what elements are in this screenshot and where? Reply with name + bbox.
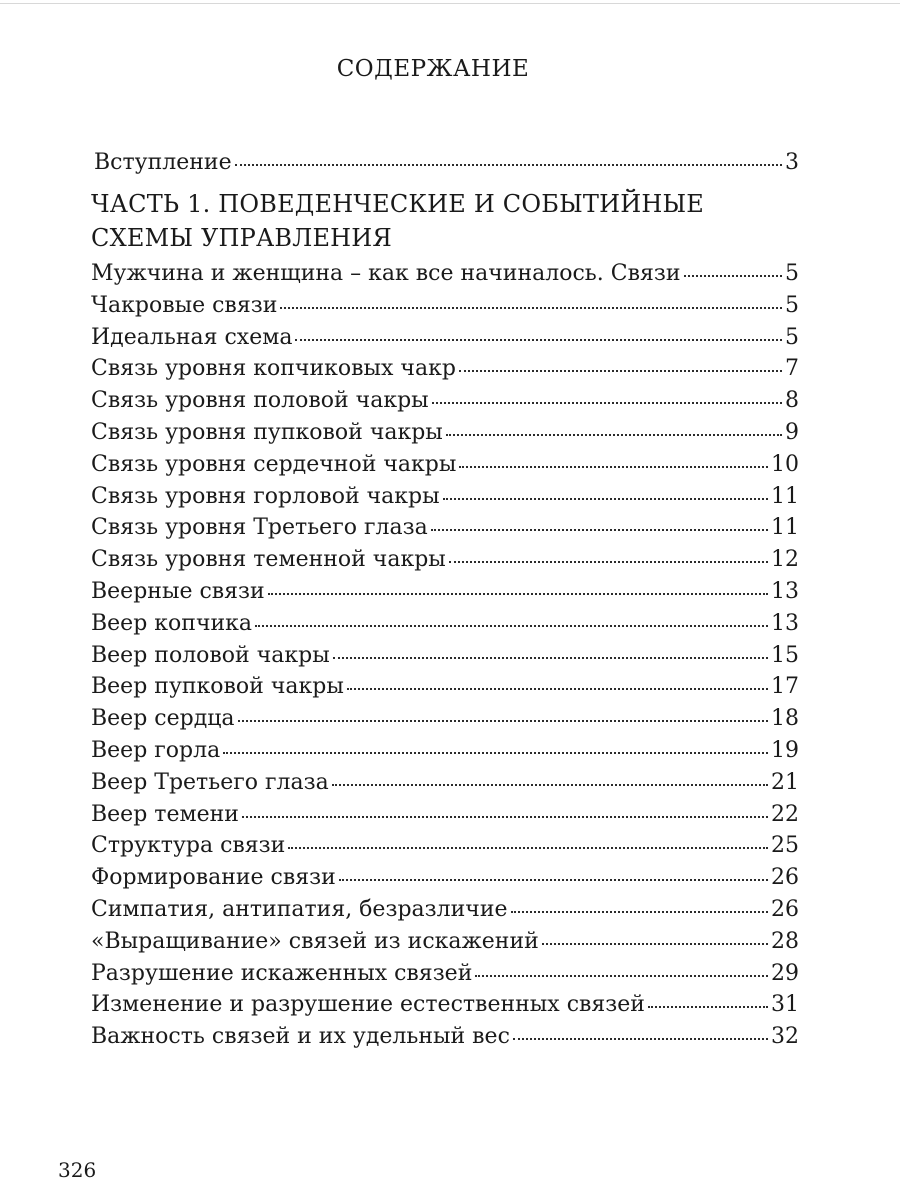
toc-entry[interactable] xyxy=(91,325,799,357)
dot-leader xyxy=(347,688,768,690)
toc-entry-page: 18 xyxy=(771,706,799,732)
dot-leader xyxy=(333,657,768,659)
toc-entry-page: 7 xyxy=(785,356,799,382)
toc-entry[interactable] xyxy=(91,833,799,865)
dot-leader xyxy=(475,975,768,977)
toc-entry-page: 21 xyxy=(771,769,799,795)
toc-entry[interactable] xyxy=(91,484,799,516)
toc-entry-label: Идеальная схема xyxy=(91,324,293,350)
dot-leader xyxy=(459,370,782,372)
toc-entry-label: Связь уровня теменной чакры xyxy=(91,547,446,573)
toc-entry-label: Разрушение искаженных связей xyxy=(91,960,473,986)
toc-entry-label: Веер пупковой чакры xyxy=(91,674,344,700)
toc-entries xyxy=(91,261,799,1056)
toc-entry[interactable] xyxy=(91,420,799,452)
toc-entry-label: Чакровые связи xyxy=(91,292,278,318)
toc-entry-label: Веерные связи xyxy=(91,578,265,604)
toc-entry-page: 13 xyxy=(771,578,799,604)
toc-entry-page: 17 xyxy=(771,674,799,700)
toc-entry-page: 5 xyxy=(785,261,799,286)
toc-entry-page: 22 xyxy=(771,801,799,827)
page-title: СОДЕРЖАНИЕ xyxy=(336,56,530,82)
dot-leader xyxy=(223,752,768,754)
toc-entry-label: Связь уровня Третьего глаза xyxy=(91,515,428,541)
toc-entry[interactable] xyxy=(91,992,799,1024)
dot-leader xyxy=(242,816,768,818)
dot-leader xyxy=(684,275,782,277)
table-of-contents xyxy=(91,150,799,1056)
toc-entry-label: Связь уровня половой чакры xyxy=(91,388,429,414)
toc-entry[interactable] xyxy=(91,611,799,643)
toc-entry[interactable] xyxy=(91,706,799,738)
toc-entry[interactable] xyxy=(91,961,799,993)
dot-leader xyxy=(238,720,768,722)
toc-entry-label: Веер копчика xyxy=(91,610,253,636)
toc-entry[interactable] xyxy=(91,261,799,293)
dot-leader xyxy=(235,164,782,166)
toc-entry[interactable] xyxy=(91,547,799,579)
toc-entry-page: 31 xyxy=(771,992,799,1018)
toc-entry-page: 13 xyxy=(771,610,799,636)
toc-entry-label: Веер Третьего глаза xyxy=(91,769,329,795)
page-number: 326 xyxy=(58,1158,97,1182)
toc-entry-label: Веер половой чакры xyxy=(91,642,330,668)
dot-leader xyxy=(542,943,768,945)
dot-leader xyxy=(332,784,768,786)
toc-entry-label: «Выращивание» связей из искажений xyxy=(91,928,539,954)
dot-leader xyxy=(339,879,768,881)
toc-entry-label: Веер сердца xyxy=(91,706,235,732)
toc-entry-intro[interactable] xyxy=(91,150,799,183)
toc-entry-page: 8 xyxy=(785,388,799,414)
dot-leader xyxy=(446,434,782,436)
toc-entry-page: 11 xyxy=(771,483,799,509)
toc-entry-label: Веер горла xyxy=(91,737,221,763)
dot-leader xyxy=(459,466,768,468)
dot-leader xyxy=(295,339,782,341)
toc-entry-page: 29 xyxy=(771,960,799,986)
toc-entry[interactable] xyxy=(91,897,799,929)
toc-entry-label: Симпатия, антипатия, безразличие xyxy=(91,896,508,922)
toc-entry[interactable] xyxy=(91,929,799,961)
dot-leader xyxy=(288,847,768,849)
dot-leader xyxy=(648,1006,768,1008)
toc-entry[interactable] xyxy=(91,579,799,611)
toc-entry-label: Связь уровня пупковой чакры xyxy=(91,419,443,445)
dot-leader xyxy=(513,1038,768,1040)
toc-entry[interactable] xyxy=(91,770,799,802)
toc-entry-label: Связь уровня копчиковых чакр xyxy=(91,356,456,382)
toc-entry[interactable] xyxy=(91,674,799,706)
toc-entry-page: 5 xyxy=(785,292,799,318)
toc-entry[interactable] xyxy=(91,388,799,420)
toc-entry-page: 25 xyxy=(771,833,799,859)
toc-entry[interactable] xyxy=(91,356,799,388)
dot-leader xyxy=(511,911,768,913)
dot-leader xyxy=(255,625,768,627)
toc-entry-label: Связь уровня горловой чакры xyxy=(91,483,440,509)
toc-entry-page: 32 xyxy=(771,1024,799,1050)
toc-entry-page: 28 xyxy=(771,928,799,954)
toc-entry-page: 11 xyxy=(771,515,799,541)
toc-entry-label: Структура связи xyxy=(91,833,286,859)
toc-entry[interactable] xyxy=(91,802,799,834)
toc-entry[interactable] xyxy=(91,865,799,897)
top-divider xyxy=(0,3,900,4)
toc-entry[interactable] xyxy=(91,515,799,547)
toc-entry[interactable] xyxy=(91,738,799,770)
toc-entry-page: 10 xyxy=(771,451,799,477)
toc-entry-page: 5 xyxy=(785,324,799,350)
toc-entry-label: Важность связей и их удельный вес xyxy=(91,1024,510,1050)
toc-entry-page: 26 xyxy=(771,896,799,922)
toc-entry-page: 9 xyxy=(785,419,799,445)
dot-leader xyxy=(431,529,768,531)
toc-entry[interactable] xyxy=(91,1024,799,1056)
toc-entry-label: Мужчина и женщина – как все начиналось. Связи xyxy=(91,261,681,286)
toc-entry-label: Веер темени xyxy=(91,801,239,827)
part-heading: ЧАСТЬ 1. ПОВЕДЕНЧЕСКИЕ И СОБЫТИЙНЫЕ СХЕМЫ УПРАВЛЕНИЯ xyxy=(91,190,705,252)
toc-entry-label: Связь уровня сердечной чакры xyxy=(91,451,457,477)
dot-leader xyxy=(280,307,782,309)
toc-entry-page: 12 xyxy=(771,547,799,573)
toc-entry-page: 3 xyxy=(785,150,799,175)
toc-entry-page: 26 xyxy=(771,865,799,891)
dot-leader xyxy=(268,593,768,595)
toc-entry-label: Формирование связи xyxy=(91,865,336,891)
toc-entry-page: 15 xyxy=(771,642,799,668)
dot-leader xyxy=(449,561,768,563)
dot-leader xyxy=(432,402,782,404)
toc-entry-page: 19 xyxy=(771,737,799,763)
toc-entry-label: Изменение и разрушение естественных связей xyxy=(91,992,645,1018)
toc-entry[interactable] xyxy=(91,643,799,675)
toc-entry[interactable] xyxy=(91,452,799,484)
dot-leader xyxy=(443,498,768,500)
toc-entry[interactable] xyxy=(91,293,799,325)
toc-entry-label: Вступление xyxy=(94,150,232,175)
